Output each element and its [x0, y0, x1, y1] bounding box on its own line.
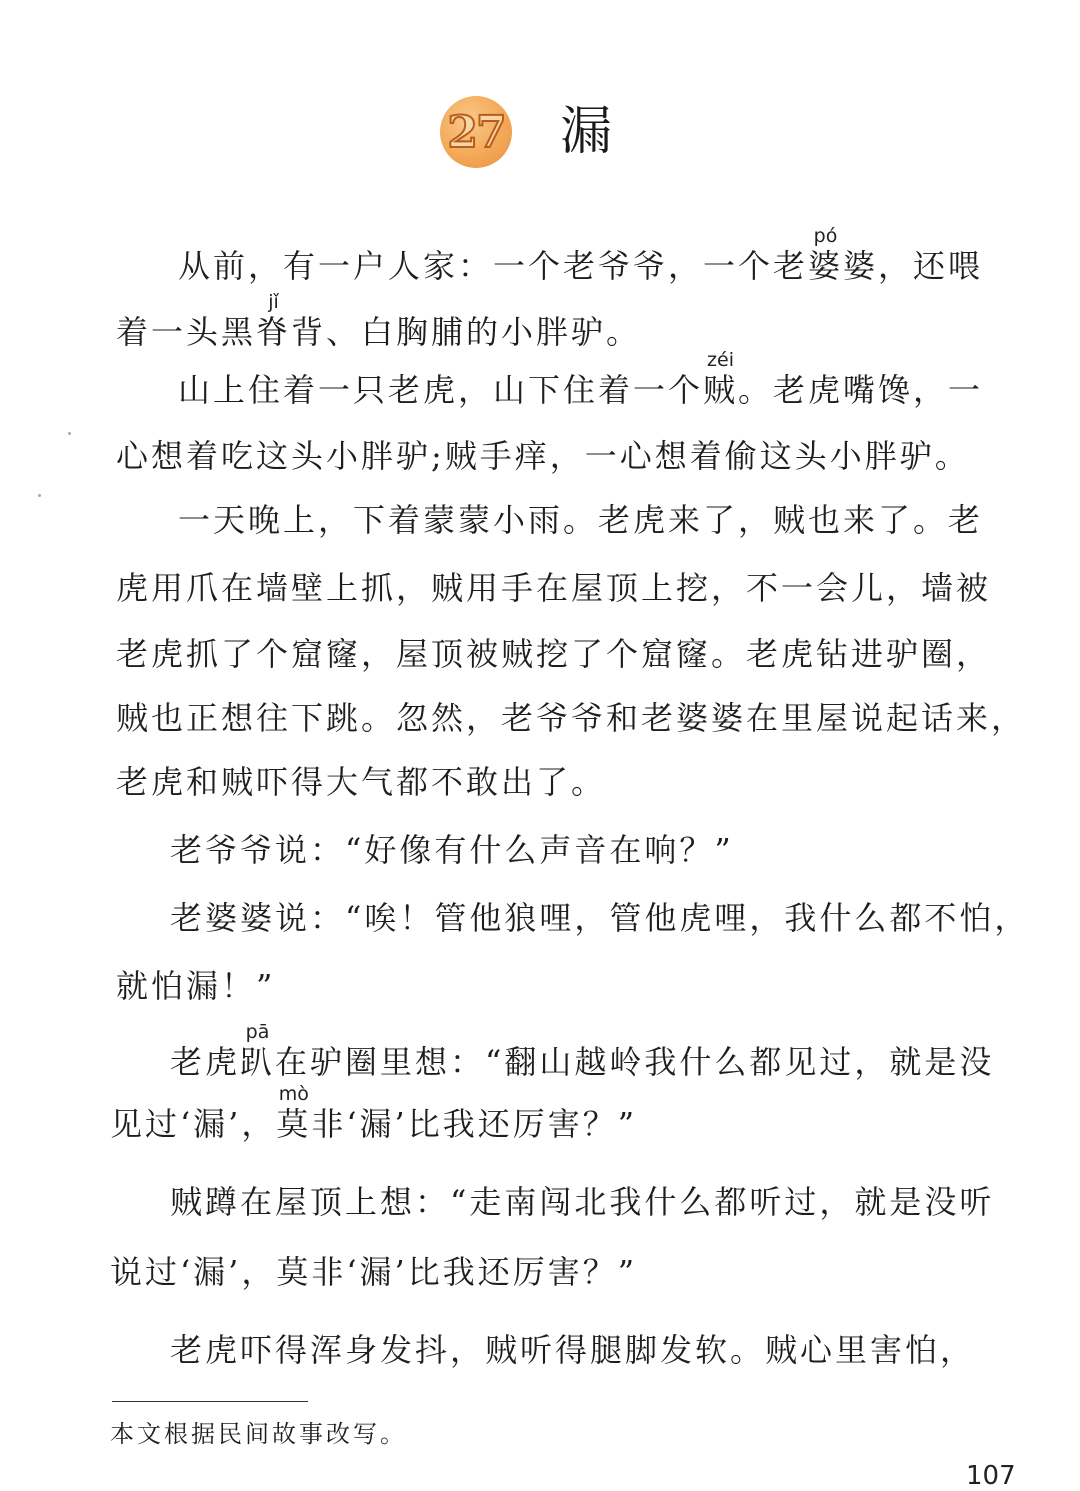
- annotated-char-text: 贼: [703, 371, 739, 409]
- text-line: 心想着吃这头小胖驴;贼手痒，一心想着偷这头小胖驴。: [116, 437, 970, 475]
- annotated-char: [240, 1021, 276, 1082]
- text-segment: 在驴圈里想：“翻山越岭我什么都见过，就是没: [275, 1043, 995, 1081]
- lesson-title: 漏: [560, 102, 613, 162]
- text-line: 一天晚上，下着蒙蒙小雨。老虎来了，贼也来了。老: [178, 501, 984, 539]
- annotated-char-text: 莫: [276, 1105, 312, 1143]
- text-segment: 。老虎嘴馋，一: [738, 371, 984, 409]
- annotated-char: [703, 349, 739, 410]
- text-segment: 背、白胸脯的小胖驴。: [291, 313, 642, 351]
- scan-speck: [38, 494, 41, 497]
- text-line: [178, 349, 984, 410]
- annotated-char-text: 趴: [240, 1043, 276, 1081]
- text-segment: 见过‘漏’，: [110, 1105, 277, 1143]
- lesson-number-badge: [440, 96, 512, 168]
- page-number: 107: [966, 1461, 1016, 1491]
- text-line: 老虎吓得浑身发抖，贼听得腿脚发软。贼心里害怕，: [170, 1331, 976, 1369]
- text-line: [116, 291, 642, 352]
- annotated-char-text: 脊: [256, 313, 292, 351]
- footnote-divider: [112, 1401, 308, 1402]
- text-line: 贼也正想往下跳。忽然，老爷爷和老婆婆在里屋说起话来，: [116, 699, 1027, 737]
- pinyin-annotation: mò: [278, 1083, 309, 1105]
- annotated-char: [276, 1083, 312, 1144]
- pinyin-annotation: pó: [813, 225, 838, 247]
- text-segment: 非‘漏’比我还厉害？”: [311, 1105, 638, 1143]
- text-line: 老虎抓了个窟窿，屋顶被贼挖了个窟窿。老虎钻进驴圈，: [116, 635, 992, 673]
- text-segment: 从前，有一户人家：一个老爷爷，一个老: [178, 247, 809, 285]
- text-line: 说过‘漏’，莫非‘漏’比我还厉害？”: [110, 1253, 638, 1291]
- scan-speck: [68, 432, 71, 435]
- text-line: 虎用爪在墙壁上抓，贼用手在屋顶上挖，不一会儿，墙被: [116, 569, 992, 607]
- text-line: 老虎和贼吓得大气都不敢出了。: [116, 763, 607, 801]
- text-segment: 婆，还喂: [843, 247, 984, 285]
- text-line: 贼蹲在屋顶上想：“走南闯北我什么都听过，就是没听: [170, 1183, 995, 1221]
- text-line: 老婆婆说：“唉！管他狼哩，管他虎哩，我什么都不怕，: [170, 899, 1030, 937]
- pinyin-annotation: jǐ: [268, 291, 279, 313]
- footnote: 本文根据民间故事改写。: [110, 1420, 407, 1448]
- lesson-number: 27: [447, 106, 505, 158]
- text-line: 老爷爷说：“好像有什么声音在响？”: [170, 831, 734, 869]
- text-line: [178, 225, 984, 286]
- text-line: [110, 1083, 638, 1144]
- pinyin-annotation: zéi: [707, 349, 734, 371]
- text-segment: 着一头黑: [116, 313, 257, 351]
- annotated-char-text: 婆: [808, 247, 844, 285]
- text-line: 就怕漏！”: [116, 967, 276, 1005]
- annotated-char: [256, 291, 292, 352]
- pinyin-annotation: pā: [245, 1021, 270, 1043]
- annotated-char: [808, 225, 844, 286]
- text-segment: 山上住着一只老虎，山下住着一个: [178, 371, 704, 409]
- text-segment: 老虎: [170, 1043, 241, 1081]
